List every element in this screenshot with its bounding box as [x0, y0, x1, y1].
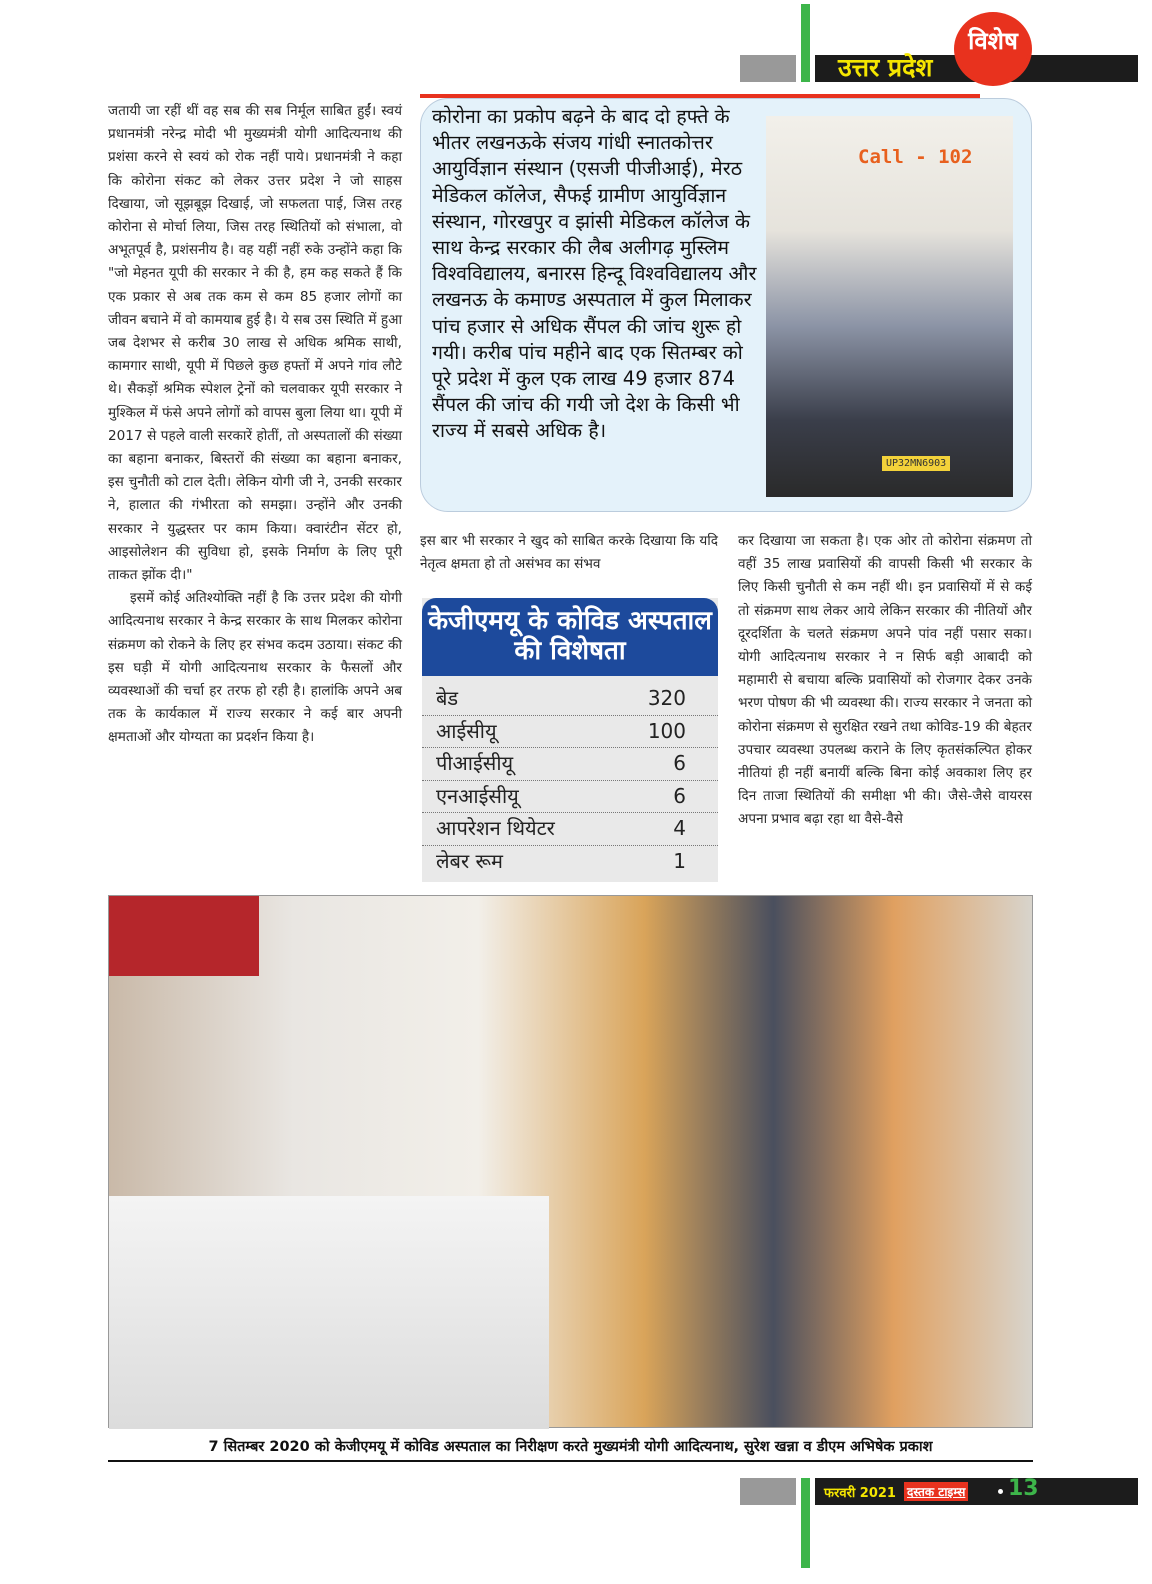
page-number: 13 [1008, 1476, 1039, 1501]
header-green-bar [801, 4, 810, 82]
row-label: बेड [436, 686, 459, 710]
table-row [422, 716, 718, 749]
table-title: केजीएमयू के कोविड अस्पताल की विशेषता [422, 598, 718, 676]
bullet-icon [998, 1489, 1003, 1494]
ambulance-photo [766, 116, 1013, 497]
magazine-logo: दस्तक टाइम्स [904, 1482, 968, 1501]
section-title: उत्तर प्रदेश [838, 53, 933, 82]
table-row [422, 846, 718, 878]
row-value: 1 [673, 848, 686, 873]
row-label: आईसीयू [436, 718, 497, 743]
table-rows [422, 683, 718, 877]
ambulance-sign: Call - 102 [858, 146, 973, 168]
row-value: 6 [673, 751, 686, 775]
row-label: लेबर रूम [436, 848, 504, 873]
footer-green-bar [801, 1478, 810, 1568]
hospital-bed [109, 1196, 549, 1429]
table-row [422, 748, 718, 781]
paragraph: इसमें कोई अतिश्योक्ति नहीं है कि उत्तर प्रदेश की योगी आदित्यनाथ सरकार ने केन्द्र सरकार के साथ मिलकर कोरोना संक्रमण को रोकने के लिए हर संभव कदम उठाया। संकट की इस घड़ी में योगी आदित्यनाथ सरकार के फैसलों और व्यवस्थाओं की चर्चा हर तरफ हो रही है। हालांकि अपने अब तक के कार्यकाल में राज्य सरकार ने कई बार अपनी क्षमताओं और योग्यता का प्रदर्शन किया है। [108, 590, 402, 746]
caption-rule [108, 1460, 1033, 1462]
callout-text: कोरोना का प्रकोप बढ़ने के बाद दो हफ्ते के भीतर लखनऊके संजय गांधी स्नातकोत्तर आयुर्विज्ञान संस्थान (एसजी पीजीआई), मेरठ मेडिकल कॉलेज, सैफई ग्रामीण आयुर्विज्ञान संस्थान, गोरखपुर व झांसी मेडिकल कॉलेज के साथ केन्द्र सरकार की लैब अलीगढ़ मुस्लिम विश्वविद्यालय, बनारस हिन्दू विश्वविद्यालय और लखनऊ के कमाण्ड अस्पताल में कुल मिलाकर पांच हजार से अधिक सैंपल की जांच शुरू हो गयी। करीब पांच महीने बाद एक सितम्बर को पूरे प्रदेश में कुल एक लाख 49 हजार 874 सैंपल की जांच की गयी जो देश के किसी भी राज्य में सबसे अधिक है। [432, 105, 757, 443]
hospital-inspection-photo [108, 895, 1033, 1428]
row-value: 100 [647, 718, 686, 743]
row-label: पीआईसीयू [436, 751, 514, 775]
header-gray-block [740, 55, 796, 82]
issue-date: फरवरी 2021 [824, 1486, 896, 1501]
photo-caption: 7 सितम्बर 2020 को केजीएमयू में कोविड अस्पताल का निरीक्षण करते मुख्यमंत्री योगी आदित्यनाथ, सुरेश खन्ना व डीएम अभिषेक प्रकाश [208, 1439, 933, 1455]
right-column: कर दिखाया जा सकता है। एक ओर तो कोरोना संक्रमण तो वहीं 35 लाख प्रवासियों की वापसी किसी भी सरकार के लिए किसी चुनौती से कम नहीं थी। इन प्रवासियों में से कई तो संक्रमण साथ लेकर आये लेकिन सरकार की नीतियों और दूरदर्शिता के चलते संक्रमण अपने पांव नहीं पसार सका। योगी आदित्यनाथ सरकार ने न सिर्फ बड़ी आबादी को महामारी से बचाया बल्कि प्रवासियों को रोजगार देकर उनके भरण पोषण की भी व्यवस्था की। राज्य सरकार ने जनता को कोरोना संक्रमण से सुरक्षित रखने तथा कोविड-19 की बेहतर उपचार व्यवस्था उपलब्ध कराने के लिए कृतसंकल्पित होकर नीतियां ही नहीं बनायीं बल्कि बिना कोई अवकाश लिए हर दिन ताजा स्थितियों की समीक्षा भी की। जैसे-जैसे वायरस अपना प्रभाव बढ़ा रहा था वैसे-वैसे [738, 533, 1032, 828]
number-plate: UP32MN6903 [882, 456, 950, 471]
middle-column-text: इस बार भी सरकार ने खुद को साबित करके दिखाया कि यदि नेतृत्व क्षमता हो तो असंभव का संभव [420, 533, 718, 573]
row-value: 4 [673, 816, 686, 840]
table-row [422, 813, 718, 846]
table-row [422, 781, 718, 814]
paragraph: जतायी जा रहीं थीं वह सब की सब निर्मूल साबित हुईं। स्वयं प्रधानमंत्री नरेन्द्र मोदी भी मुख्यमंत्री योगी आदित्यनाथ की प्रशंसा करने से स्वयं को रोक नहीं पाये। प्रधानमंत्री ने कहा कि कोरोना संकट को लेकर उत्तर प्रदेश ने जो साहस दिखाया, जो सूझबूझ दिखाई, जो सफलता पाई, जिस तरह कोरोना से मोर्चा लिया, जिस तरह स्थितियों को संभाला, वो अभूतपूर्व है, प्रशंसनीय है। वह यहीं नहीं रुके उन्होंने कहा कि "जो मेहनत यूपी की सरकार ने की है, हम कह सकते हैं कि एक प्रकार से अब तक कम से कम 85 हजार लोगों का जीवन बचाने में वो कामयाब हुई है। ये सब उस स्थिति में हुआ जब देशभर से करीब 30 लाख से अधिक श्रमिक साथी, कामगार साथी, यूपी में पिछले कुछ हफ्तों में अपने गांव लौटे थे। सैकड़ों श्रमिक स्पेशल ट्रेनों को चलवाकर यूपी सरकार ने मुश्किल में फंसे अपने लोगों को वापस बुला लिया था। यूपी में 2017 से पहले वाली सरकारें होतीं, तो अस्पतालों की संख्या का बहाना बनाकर, बिस्तरों की संख्या का बहाना बनाकर, इस चुनौती को टाल देती। लेकिन योगी जी ने, उनकी सरकार ने, हालात की गंभीरता को समझा। उन्होंने और उनकी सरकार ने युद्धस्तर पर काम किया। क्वारंटीन सेंटर हो, आइसोलेशन की सुविधा हो, इसके निर्माण के लिए पूरी ताकत झोंक दी।" [108, 103, 402, 584]
row-label: एनआईसीयू [436, 783, 519, 808]
table-row [422, 683, 718, 716]
row-label: आपरेशन थियेटर [436, 816, 555, 840]
row-value: 320 [647, 686, 686, 710]
row-value: 6 [673, 783, 686, 808]
footer-gray-block [740, 1478, 796, 1505]
banner [109, 896, 259, 976]
special-badge: विशेष [968, 27, 1018, 55]
left-column [108, 100, 402, 750]
